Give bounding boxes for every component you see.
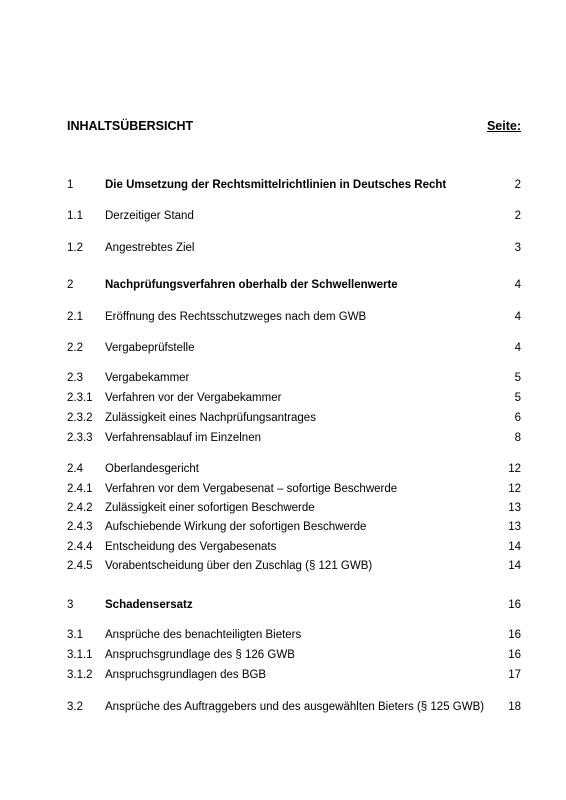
toc-entry [67,539,521,555]
toc-entry-number: 2.4.1 [67,483,93,495]
toc-entry-page: 16 [508,649,521,661]
toc-entry-number: 2.2 [67,342,83,354]
toc-entry-title: Angestrebtes Ziel [105,242,195,254]
toc-entry [67,340,521,356]
toc-entry-number: 2.4 [67,463,83,475]
toc-entry-number: 2.4.4 [67,541,93,553]
toc-entry-number: 3.1.2 [67,669,93,681]
toc-entry-page: 14 [508,560,521,572]
toc-entry-page: 4 [514,342,521,354]
toc-entry [67,699,521,715]
toc-entry-page: 4 [514,311,521,323]
toc-entry-number: 2.1 [67,311,83,323]
toc-entry-page: 6 [514,412,521,424]
toc-entry [67,500,521,516]
toc-entry [67,519,521,535]
toc-entry-page: 2 [514,179,521,191]
toc-entry-page: 5 [514,372,521,384]
toc-entry-title: Zulässigkeit einer sofortigen Beschwerde [105,502,315,514]
toc-entry [67,627,521,643]
toc-entry [67,240,521,256]
toc-entry [67,597,521,613]
toc-entry [67,410,521,426]
toc-entry-title: Nachprüfungsverfahren oberhalb der Schwellenwerte [105,279,398,291]
toc-entry-title: Vorabentscheidung über den Zuschlag (§ 121 GWB) [105,560,373,572]
toc-entry [67,277,521,293]
toc-entry-number: 2.4.5 [67,560,93,572]
toc-entry [67,667,521,683]
toc-entry-number: 3.1 [67,629,83,641]
toc-entry [67,558,521,574]
toc-entry-page: 12 [508,463,521,475]
toc-entry-page: 17 [508,669,521,681]
toc-entry-title: Entscheidung des Vergabesenats [105,541,277,553]
toc-entry-number: 2.4.2 [67,502,93,514]
toc-entry-title: Anspruchsgrundlagen des BGB [105,669,267,681]
toc-entry-title: Ansprüche des benachteiligten Bieters [105,629,302,641]
toc-entry-page: 14 [508,541,521,553]
toc-entry [67,430,521,446]
toc-entry-title: Anspruchsgrundlage des § 126 GWB [105,649,295,661]
toc-entry-number: 2.3.2 [67,412,93,424]
toc-entry-page: 8 [514,432,521,444]
toc-entry-page: 16 [508,629,521,641]
toc-entry [67,390,521,406]
toc-entry-number: 1.2 [67,242,83,254]
toc-entry-title: Oberlandesgericht [105,463,199,475]
toc-entry [67,177,521,193]
toc-entry-page: 5 [514,392,521,404]
toc-entry [67,647,521,663]
toc-entry [67,461,521,477]
toc-entry-page: 13 [508,521,521,533]
toc-entry-title: Zulässigkeit eines Nachprüfungsantrages [105,412,316,424]
toc-header [67,119,521,137]
toc-entry-page: 16 [508,599,521,611]
toc-entry-page: 4 [514,279,521,291]
toc-title: INHALTSÜBERSICHT [67,119,194,133]
toc-entry-page: 13 [508,502,521,514]
toc-entry-title: Ansprüche des Auftraggebers und des ausgewählten Bieters (§ 125 GWB) [105,701,485,713]
toc-entry-title: Aufschiebende Wirkung der sofortigen Beschwerde [105,521,367,533]
toc-entry-title: Eröffnung des Rechtsschutzweges nach dem GWB [105,311,367,323]
toc-entry-number: 2.4.3 [67,521,93,533]
toc-entry-title: Verfahren vor der Vergabekammer [105,392,282,404]
toc-entry-title: Verfahren vor dem Vergabesenat – sofortige Beschwerde [105,483,398,495]
toc-entry-page: 3 [514,242,521,254]
toc-entry [67,208,521,224]
toc-entry-title: Derzeitiger Stand [105,210,194,222]
toc-entry-title: Schadensersatz [105,599,193,611]
toc-entry-number: 3.1.1 [67,649,93,661]
toc-entry-number: 3.2 [67,701,83,713]
toc-entry-number: 1 [67,179,74,191]
toc-entry [67,309,521,325]
toc-entry-title: Verfahrensablauf im Einzelnen [105,432,261,444]
toc-entry-page: 2 [514,210,521,222]
toc-entry-page: 12 [508,483,521,495]
toc-entry [67,370,521,386]
toc-entry-title: Vergabeprüfstelle [105,342,195,354]
page-column-label: Seite: [486,119,521,133]
toc-entry-number: 2.3.1 [67,392,93,404]
toc-entry-number: 2.3 [67,372,83,384]
toc-entry-number: 2.3.3 [67,432,93,444]
toc-entry-title: Vergabekammer [105,372,190,384]
toc-entry-page: 18 [508,701,521,713]
toc-entry [67,481,521,497]
toc-entry-number: 1.1 [67,210,83,222]
toc-entry-number: 2 [67,279,74,291]
toc-entry-title: Die Umsetzung der Rechtsmittelrichtlinien in Deutsches Recht [105,179,447,191]
toc-entry-number: 3 [67,599,74,611]
